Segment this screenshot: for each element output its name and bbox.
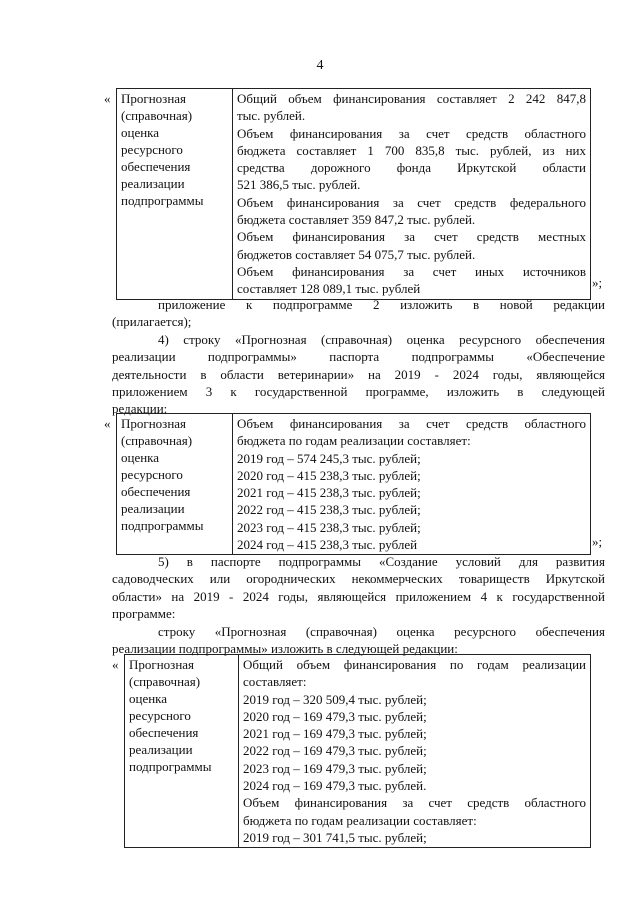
paragraph-item-4 [112,331,605,417]
content-line: бюджета по годам реализации составляет: [243,812,477,828]
label-line: подпрограммы [121,193,204,208]
paragraph-line: реализации подпрограммы» изложить в следующей редакции: [112,641,458,657]
table1-content-cell [233,89,591,300]
paragraph-line: строку «Прогнозная (справочная) оценка ресурсного обеспечения [158,624,605,639]
content-line: тыс. рублей. [237,108,306,124]
content-line: 2022 год – 169 479,3 тыс. рублей; [243,743,427,759]
paragraph-line: приложением 3 к государственной программе, изложить в следующей [112,383,605,399]
content-line: Объем финансирования за счет иных источников [237,263,586,279]
paragraph-line: области» на 2019 - 2024 годы, являющейся приложением 4 к государственной [112,588,605,604]
content-line: Объем финансирования за счет средств областного [237,125,586,141]
label-line: обеспечения [121,159,191,174]
content-line: 521 386,5 тыс. рублей. [237,177,361,193]
content-line: 2023 год – 415 238,3 тыс. рублей; [237,519,421,535]
label-line: (справочная) [121,108,193,123]
paragraph-line: садоводческих или огороднических некоммерческих товариществ Иркутской [112,571,605,587]
content-line: 2022 год – 415 238,3 тыс. рублей; [237,502,421,518]
table2-label-cell [117,414,233,555]
open-quote-3: « [112,657,119,672]
content-line: бюджета составляет 359 847,2 тыс. рублей. [237,212,476,228]
paragraph-line: программе: [112,605,176,621]
paragraph-line: 5) в паспорте подпрограммы «Создание условий для развития [158,554,605,569]
label-line: Прогнозная [121,91,187,106]
content-line: бюджетов составляет 54 075,7 тыс. рублей. [237,246,476,262]
content-line: Объем финансирования за счет средств областного [237,416,586,431]
content-line: 2020 год – 169 479,3 тыс. рублей; [243,708,427,724]
content-line: Общий объем финансирования по годам реализации [243,657,586,672]
label-line: подпрограммы [129,759,212,774]
paragraph-line: реализации подпрограммы» паспорта подпрограммы «Обеспечение [112,349,605,365]
open-quote-1: « [104,91,111,106]
paragraph-line: деятельности в области ветеринарии» на 2019 - 2024 годы, являющейся [112,366,605,382]
label-line: ресурсного [129,708,191,723]
table3-label-cell [125,655,239,848]
content-line: 2019 год – 301 741,5 тыс. рублей; [243,829,427,845]
content-line: 2024 год – 415 238,3 тыс. рублей [237,537,418,553]
content-line: Объем финансирования за счет средств местных [237,229,586,245]
label-line: Прогнозная [121,416,187,431]
label-line: оценка [121,450,160,465]
label-line: (справочная) [129,674,201,689]
paragraph-item-5 [112,553,605,622]
content-line: 2024 год – 169 479,3 тыс. рублей. [243,778,427,794]
paragraph-line: редакции: [112,401,168,417]
content-line: 2021 год – 169 479,3 тыс. рублей; [243,726,427,742]
content-line: 2019 год – 574 245,3 тыс. рублей; [237,450,421,466]
label-line: обеспечения [129,725,199,740]
content-line: бюджета по годам реализации составляет: [237,433,471,449]
label-line: ресурсного [121,142,183,157]
content-line: 2023 год – 169 479,3 тыс. рублей; [243,760,427,776]
close-quote-1: »; [592,275,603,290]
funding-table-2 [116,413,591,555]
label-line: подпрограммы [121,518,204,533]
label-line: реализации [121,176,185,191]
content-line: Объем финансирования за счет средств областного [243,795,586,811]
open-quote-2: « [104,416,111,431]
content-line: бюджета составляет 1 700 835,8 тыс. рублей, из них [237,142,586,158]
content-line: 2019 год – 320 509,4 тыс. рублей; [243,691,427,707]
page-number: 4 [316,58,324,73]
content-line: 2020 год – 415 238,3 тыс. рублей; [237,467,421,483]
content-line: Объем финансирования за счет средств федерального [237,194,586,210]
label-line: обеспечения [121,484,191,499]
content-line: 2021 год – 415 238,3 тыс. рублей; [237,485,421,501]
content-line: средства дорожного фонда Иркутской области [237,160,586,176]
paragraph-line: (прилагается); [112,314,192,330]
content-line: Общий объем финансирования составляет 2 242 847,8 [237,91,586,106]
label-line: (справочная) [121,433,193,448]
content-line: составляет 128 089,1 тыс. рублей [237,281,421,297]
label-line: ресурсного [121,467,183,482]
label-line: реализации [121,501,185,516]
funding-table-1 [116,88,591,300]
label-line: оценка [129,691,168,706]
funding-table-3 [124,654,591,848]
table1-label-cell [117,89,233,300]
label-line: Прогнозная [129,657,195,672]
paragraph-appendix [112,296,605,331]
paragraph-line: приложение к подпрограмме 2 изложить в новой редакции [158,297,605,312]
label-line: оценка [121,125,160,140]
table2-content-cell [233,414,591,555]
paragraph-row-instruction [112,623,605,658]
paragraph-line: 4) строку «Прогнозная (справочная) оценка ресурсного обеспечения [158,332,605,347]
content-line: составляет: [243,674,307,690]
label-line: реализации [129,742,193,757]
table3-content-cell [239,655,591,848]
close-quote-2: »; [592,534,603,549]
